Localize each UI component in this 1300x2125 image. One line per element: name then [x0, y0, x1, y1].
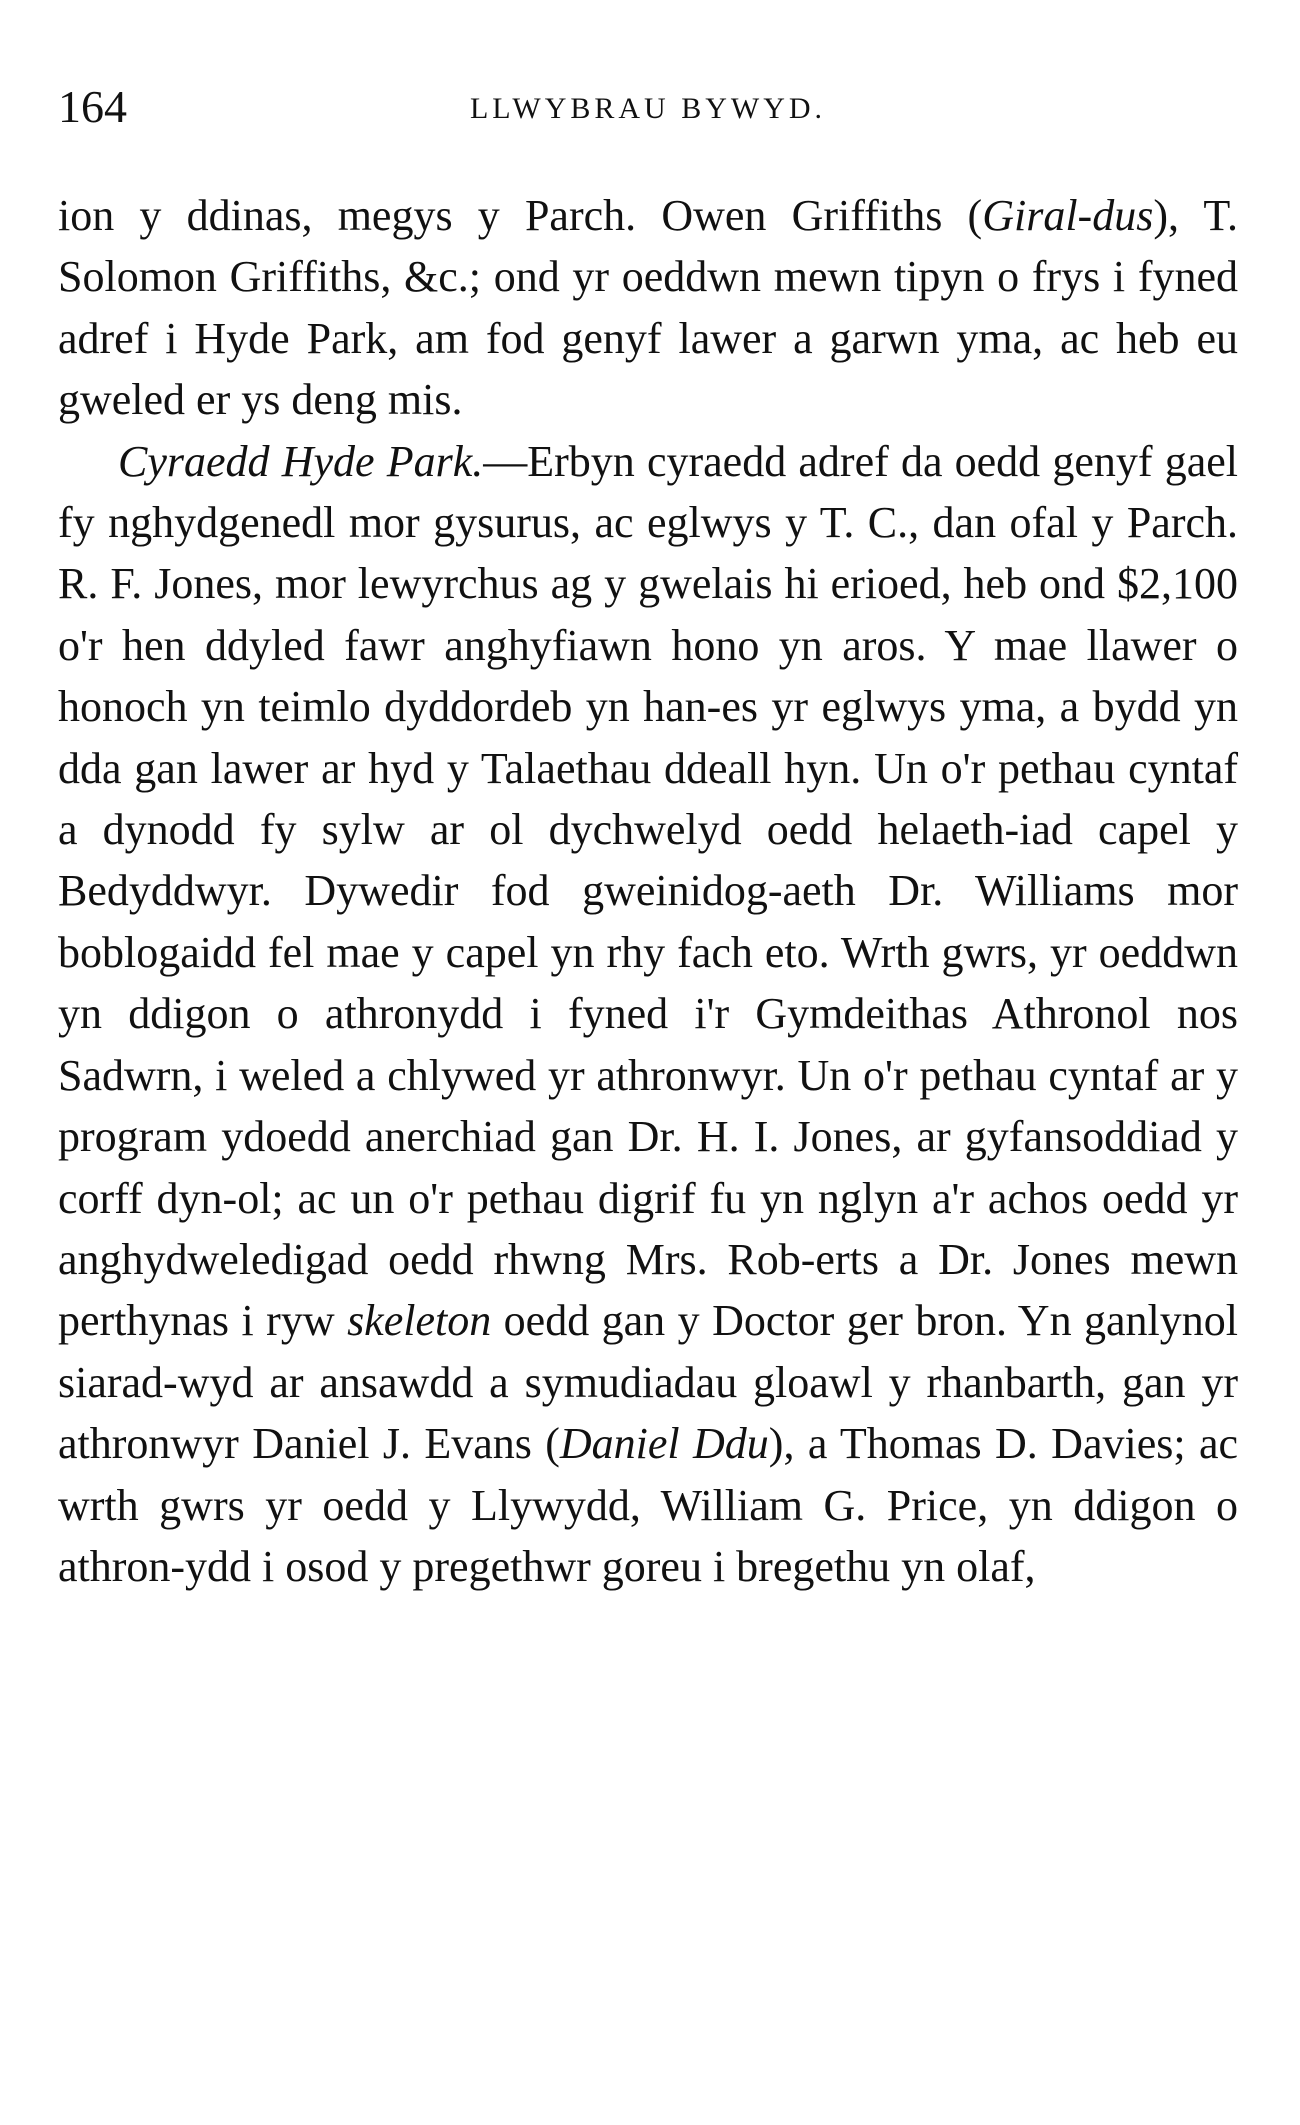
page-header	[58, 80, 1238, 140]
section-heading: Cyraedd Hyde Park.	[118, 436, 484, 486]
italic-segment: skeleton	[347, 1296, 492, 1346]
italic-segment: Daniel Ddu	[559, 1419, 769, 1469]
text-segment: ), a Thomas D. Davies; ac wrth gwrs yr oedd y Llywydd, William G. Price, yn ddigon o athron-ydd i osod y pregethwr goreu i bregethu yn olaf,	[58, 1419, 1239, 1591]
page-number: 164	[58, 81, 127, 132]
body-text	[58, 185, 1238, 1597]
text-segment: oedd gan y Doctor ger bron. Yn ganlynol siarad-wyd ar ansawdd a symudiadau gloawl y rhanbarth, gan yr athronwyr Daniel J. Evans (	[58, 1296, 1238, 1469]
italic-segment: Giral-dus	[982, 191, 1154, 240]
paragraph-2	[58, 431, 1238, 1598]
running-title: LLWYBRAU BYWYD.	[469, 92, 827, 125]
paragraph-1	[58, 185, 1238, 431]
text-segment: ), T. Solomon Griffiths, &c.; ond yr oeddwn mewn tipyn o frys i fyned adref i Hyde Park, am fod genyf lawer a garwn yma, ac heb eu gweled er ys deng mis.	[58, 191, 1238, 425]
text-segment: ion y ddinas, megys y Parch. Owen Griffiths (	[58, 191, 983, 240]
text-segment: —Erbyn cyraedd adref da oedd genyf gael fy nghydgenedl mor gysurus, ac eglwys y T. C., dan ofal y Parch. R. F. Jones, mor lewyrchus ag y gwelais hi erioed, heb ond $2,100 o'r hen ddyled fawr anghyfiawn hono yn aros. Y mae llawer o honoch yn teimlo dyddordeb yn han-es yr eglwys yma, a bydd yn dda gan lawer ar hyd y Talaethau ddeall hyn. Un o'r pethau cyntaf a dynodd fy sylw ar ol dychwelyd oedd helaeth-iad capel y Bedyddwyr. Dywedir fod gweinidog-aeth Dr. Williams mor boblogaidd fel mae y capel yn rhy fach eto. Wrth gwrs, yr oeddwn yn ddigon o athronydd i fyned i'r Gymdeithas Athronol nos Sadwrn, i weled a chlywed yr athronwyr. Un o'r pethau cyntaf ar y program ydoedd anerchiad gan Dr. H. I. Jones, ar gyfansoddiad y corff dyn-ol; ac un o'r pethau digrif fu yn nglyn a'r achos oedd yr anghydweledigad oedd rhwng Mrs. Rob-erts a Dr. Jones mewn perthynas i ryw	[58, 436, 1238, 1346]
